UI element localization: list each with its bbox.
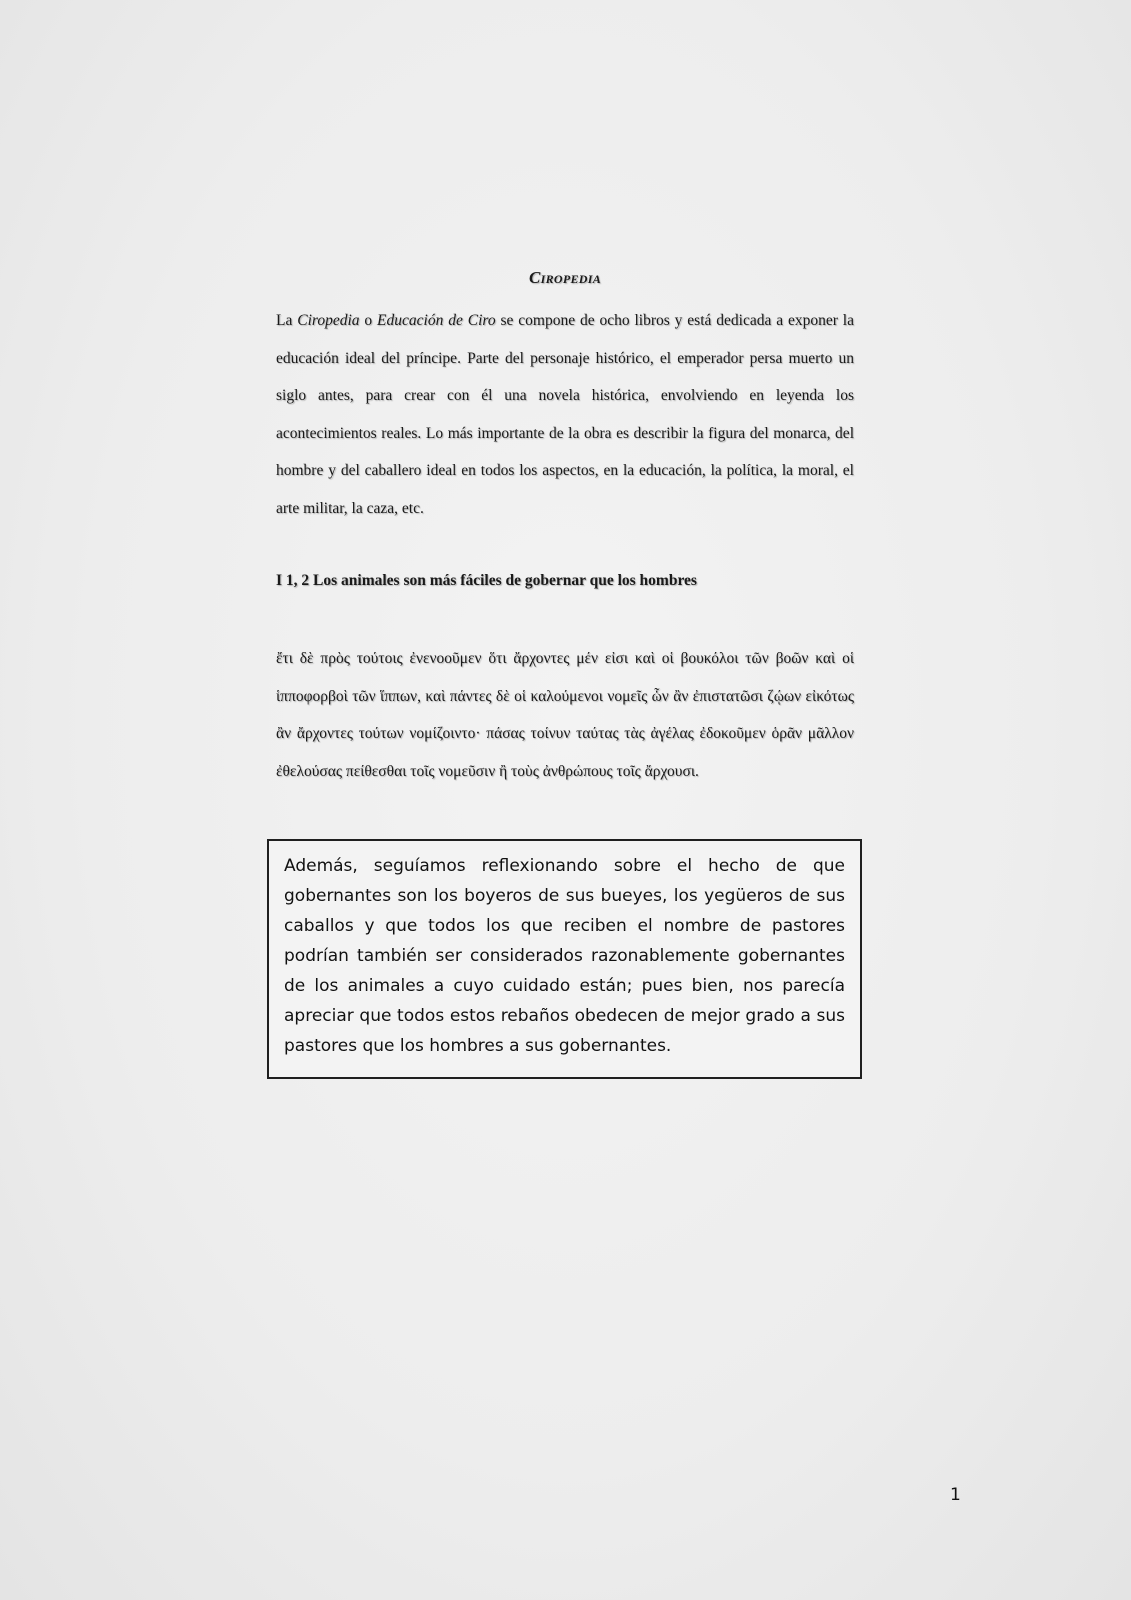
page-number: 1 bbox=[950, 1485, 961, 1505]
intro-paragraph bbox=[276, 302, 854, 527]
greek-passage: ἔτι δὲ πρὸς τούτοις ἐνενοοῦμεν ὅτι ἄρχοντες μέν εἰσι καὶ οἱ βουκόλοι τῶν βοῶν καὶ οἱ ἱπποφορβοὶ τῶν ἵππων, καὶ πάντες δὲ οἱ καλούμενοι νομεῖς ὧν ἂν ἐπιστατῶσι ζῴων εἰκότως ἂν ἄρχοντες τούτων νομίζοιντο· πάσας τοίνυν ταύτας τὰς ἀγέλας ἐδοκοῦμεν ὁρᾶν μᾶλλον ἐθελούσας πείθεσθαι τοῖς νομεῦσιν ἢ τοὺς ἀνθρώπους τοῖς ἄρχουσι. bbox=[276, 650, 854, 780]
intro-italic-title-1: Ciropedia bbox=[297, 312, 360, 329]
intro-text-part-1: La bbox=[276, 312, 298, 329]
page-title: Ciropedia bbox=[528, 268, 602, 287]
section-heading: I 1, 2 Los animales son más fáciles de gobernar que los hombres bbox=[276, 572, 697, 589]
intro-italic-title-2: Educación de Ciro bbox=[377, 312, 496, 329]
translation-box bbox=[267, 839, 862, 1079]
translation-text: Además, seguíamos reflexionando sobre el hecho de que gobernantes son los boyeros de sus bueyes, los yegüeros de sus caballos y que todos los que reciben el nombre de pastores podrían también ser considerados razonablemente gobernantes de los animales a cuyo cuidado están; pues bien, nos parecía apreciar que todos estos rebaños obedecen de mejor grado a sus pastores que los hombres a sus gobernantes. bbox=[284, 856, 845, 1056]
intro-text-part-3: se compone de ocho libros y está dedicada a exponer la educación ideal del príncipe. Parte del personaje histórico, el emperador persa muerto un siglo antes, para crear con él una novela histórica, envolviendo en leyenda los acontecimientos reales. Lo más importante de la obra es describir la figura del monarca, del hombre y del caballero ideal en todos los aspectos, en la educación, la política, la moral, el arte militar, la caza, etc. bbox=[276, 312, 854, 517]
intro-text-part-2: o bbox=[359, 312, 378, 329]
